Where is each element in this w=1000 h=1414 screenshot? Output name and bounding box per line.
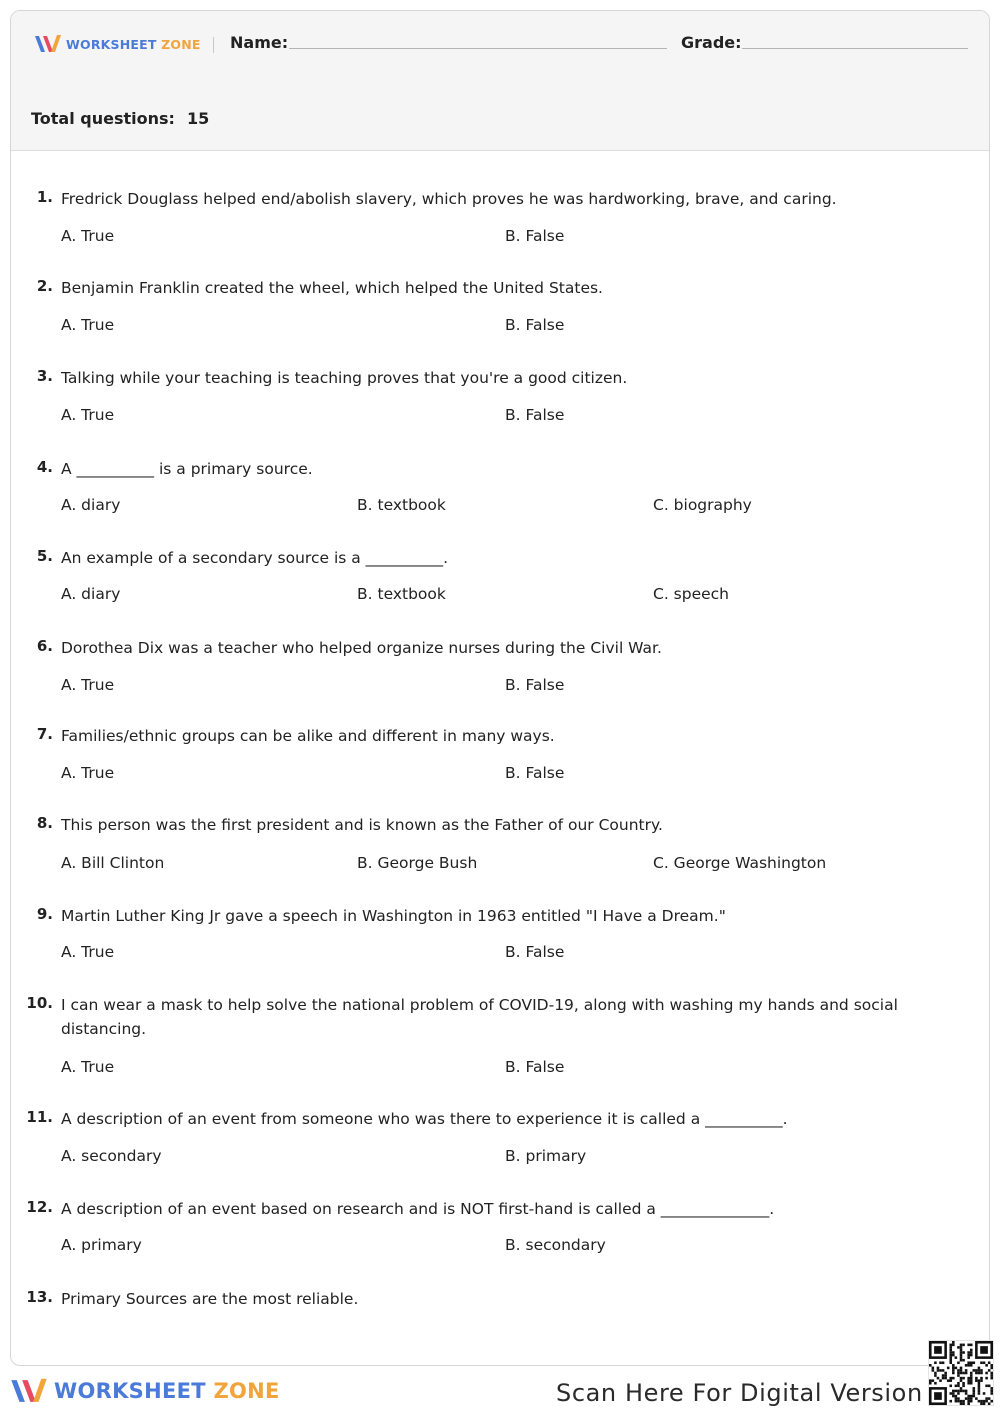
answer-option[interactable]: B. False: [505, 764, 565, 782]
answer-option[interactable]: B. False: [505, 676, 565, 694]
answer-option[interactable]: B. primary: [505, 1147, 587, 1165]
answer-option[interactable]: B. False: [505, 943, 565, 961]
answer-option[interactable]: B. False: [505, 406, 565, 424]
question-number: 5.: [36, 547, 53, 565]
question-text: An example of a secondary source is a __________.: [61, 549, 449, 567]
qr-code-graphic: [929, 1341, 993, 1405]
question-text: Primary Sources are the most reliable.: [61, 1290, 359, 1308]
question-text: Dorothea Dix was a teacher who helped organize nurses during the Civil War.: [61, 639, 662, 657]
answer-option[interactable]: A. Bill Clinton: [61, 854, 165, 872]
answer-option[interactable]: A. True: [61, 943, 115, 961]
answer-option[interactable]: A. True: [61, 1058, 115, 1076]
name-field[interactable]: [289, 48, 667, 49]
answer-option[interactable]: A. True: [61, 406, 115, 424]
header-logo-text: WORKSHEET ZONE: [66, 36, 201, 52]
answer-option[interactable]: B. False: [505, 227, 565, 245]
answer-option[interactable]: B. False: [505, 1058, 565, 1076]
question-number: 9.: [36, 905, 53, 923]
answer-option[interactable]: A. primary: [61, 1236, 142, 1254]
name-label: Name:: [230, 33, 289, 52]
question-text: Talking while your teaching is teaching proves that you're a good citizen.: [61, 369, 628, 387]
total-questions-label: Total questions:: [31, 109, 175, 128]
answer-option[interactable]: A. diary: [61, 496, 121, 514]
answer-option[interactable]: C. George Washington: [653, 854, 827, 872]
answer-option[interactable]: B. George Bush: [357, 854, 478, 872]
question-text: Martin Luther King Jr gave a speech in Washington in 1963 entitled "I Have a Dream.": [61, 907, 726, 925]
question-text: Fredrick Douglass helped end/abolish slavery, which proves he was hardworking, brave, and caring.: [61, 190, 837, 208]
answer-option[interactable]: B. textbook: [357, 585, 446, 603]
answer-option[interactable]: B. secondary: [505, 1236, 606, 1254]
worksheet-header: [11, 11, 989, 151]
answer-option[interactable]: B. False: [505, 316, 565, 334]
question-text: A description of an event based on research and is NOT first-hand is called a ______________.: [61, 1200, 775, 1218]
question-number: 12.: [26, 1198, 53, 1216]
answer-option[interactable]: C. biography: [653, 496, 752, 514]
question-number: 3.: [36, 367, 53, 385]
worksheet-zone-logo-icon: [33, 33, 63, 55]
question-text: A __________ is a primary source.: [61, 460, 313, 478]
footer-logo-text: WORKSHEET ZONE: [54, 1379, 280, 1403]
question-number: 7.: [36, 725, 53, 743]
qr-code-icon[interactable]: [928, 1340, 994, 1406]
header-logo: [33, 33, 201, 55]
worksheet-zone-logo-icon: [8, 1376, 50, 1406]
answer-option[interactable]: A. True: [61, 316, 115, 334]
question-number: 13.: [26, 1288, 53, 1306]
answer-option[interactable]: A. True: [61, 676, 115, 694]
total-questions-count: 15: [186, 109, 210, 128]
header-divider: [213, 37, 214, 53]
question-number: 11.: [26, 1108, 53, 1126]
question-number: 6.: [36, 637, 53, 655]
question-number: 4.: [36, 458, 53, 476]
question-text: Families/ethnic groups can be alike and different in many ways.: [61, 727, 555, 745]
question-number: 10.: [26, 994, 53, 1012]
answer-option[interactable]: B. textbook: [357, 496, 446, 514]
grade-label: Grade:: [681, 33, 742, 52]
answer-option[interactable]: A. True: [61, 764, 115, 782]
answer-option[interactable]: C. speech: [653, 585, 730, 603]
answer-option[interactable]: A. diary: [61, 585, 121, 603]
scan-here-text: Scan Here For Digital Version: [556, 1379, 923, 1407]
worksheet-page: [10, 10, 990, 1366]
question-number: 8.: [36, 814, 53, 832]
question-text: This person was the first president and is known as the Father of our Country.: [61, 816, 663, 834]
question-text: A description of an event from someone who was there to experience it is called a __________.: [61, 1110, 788, 1128]
question-text: Benjamin Franklin created the wheel, which helped the United States.: [61, 279, 603, 297]
question-number: 2.: [36, 277, 53, 295]
grade-field[interactable]: [742, 48, 968, 49]
answer-option[interactable]: A. True: [61, 227, 115, 245]
page-footer: [0, 1366, 1000, 1414]
footer-logo: [8, 1376, 280, 1406]
question-text: I can wear a mask to help solve the national problem of COVID-19, along with washing my hands and social distancing.: [61, 996, 898, 1038]
answer-option[interactable]: A. secondary: [61, 1147, 162, 1165]
total-questions: [31, 109, 209, 128]
question-number: 1.: [36, 188, 53, 206]
